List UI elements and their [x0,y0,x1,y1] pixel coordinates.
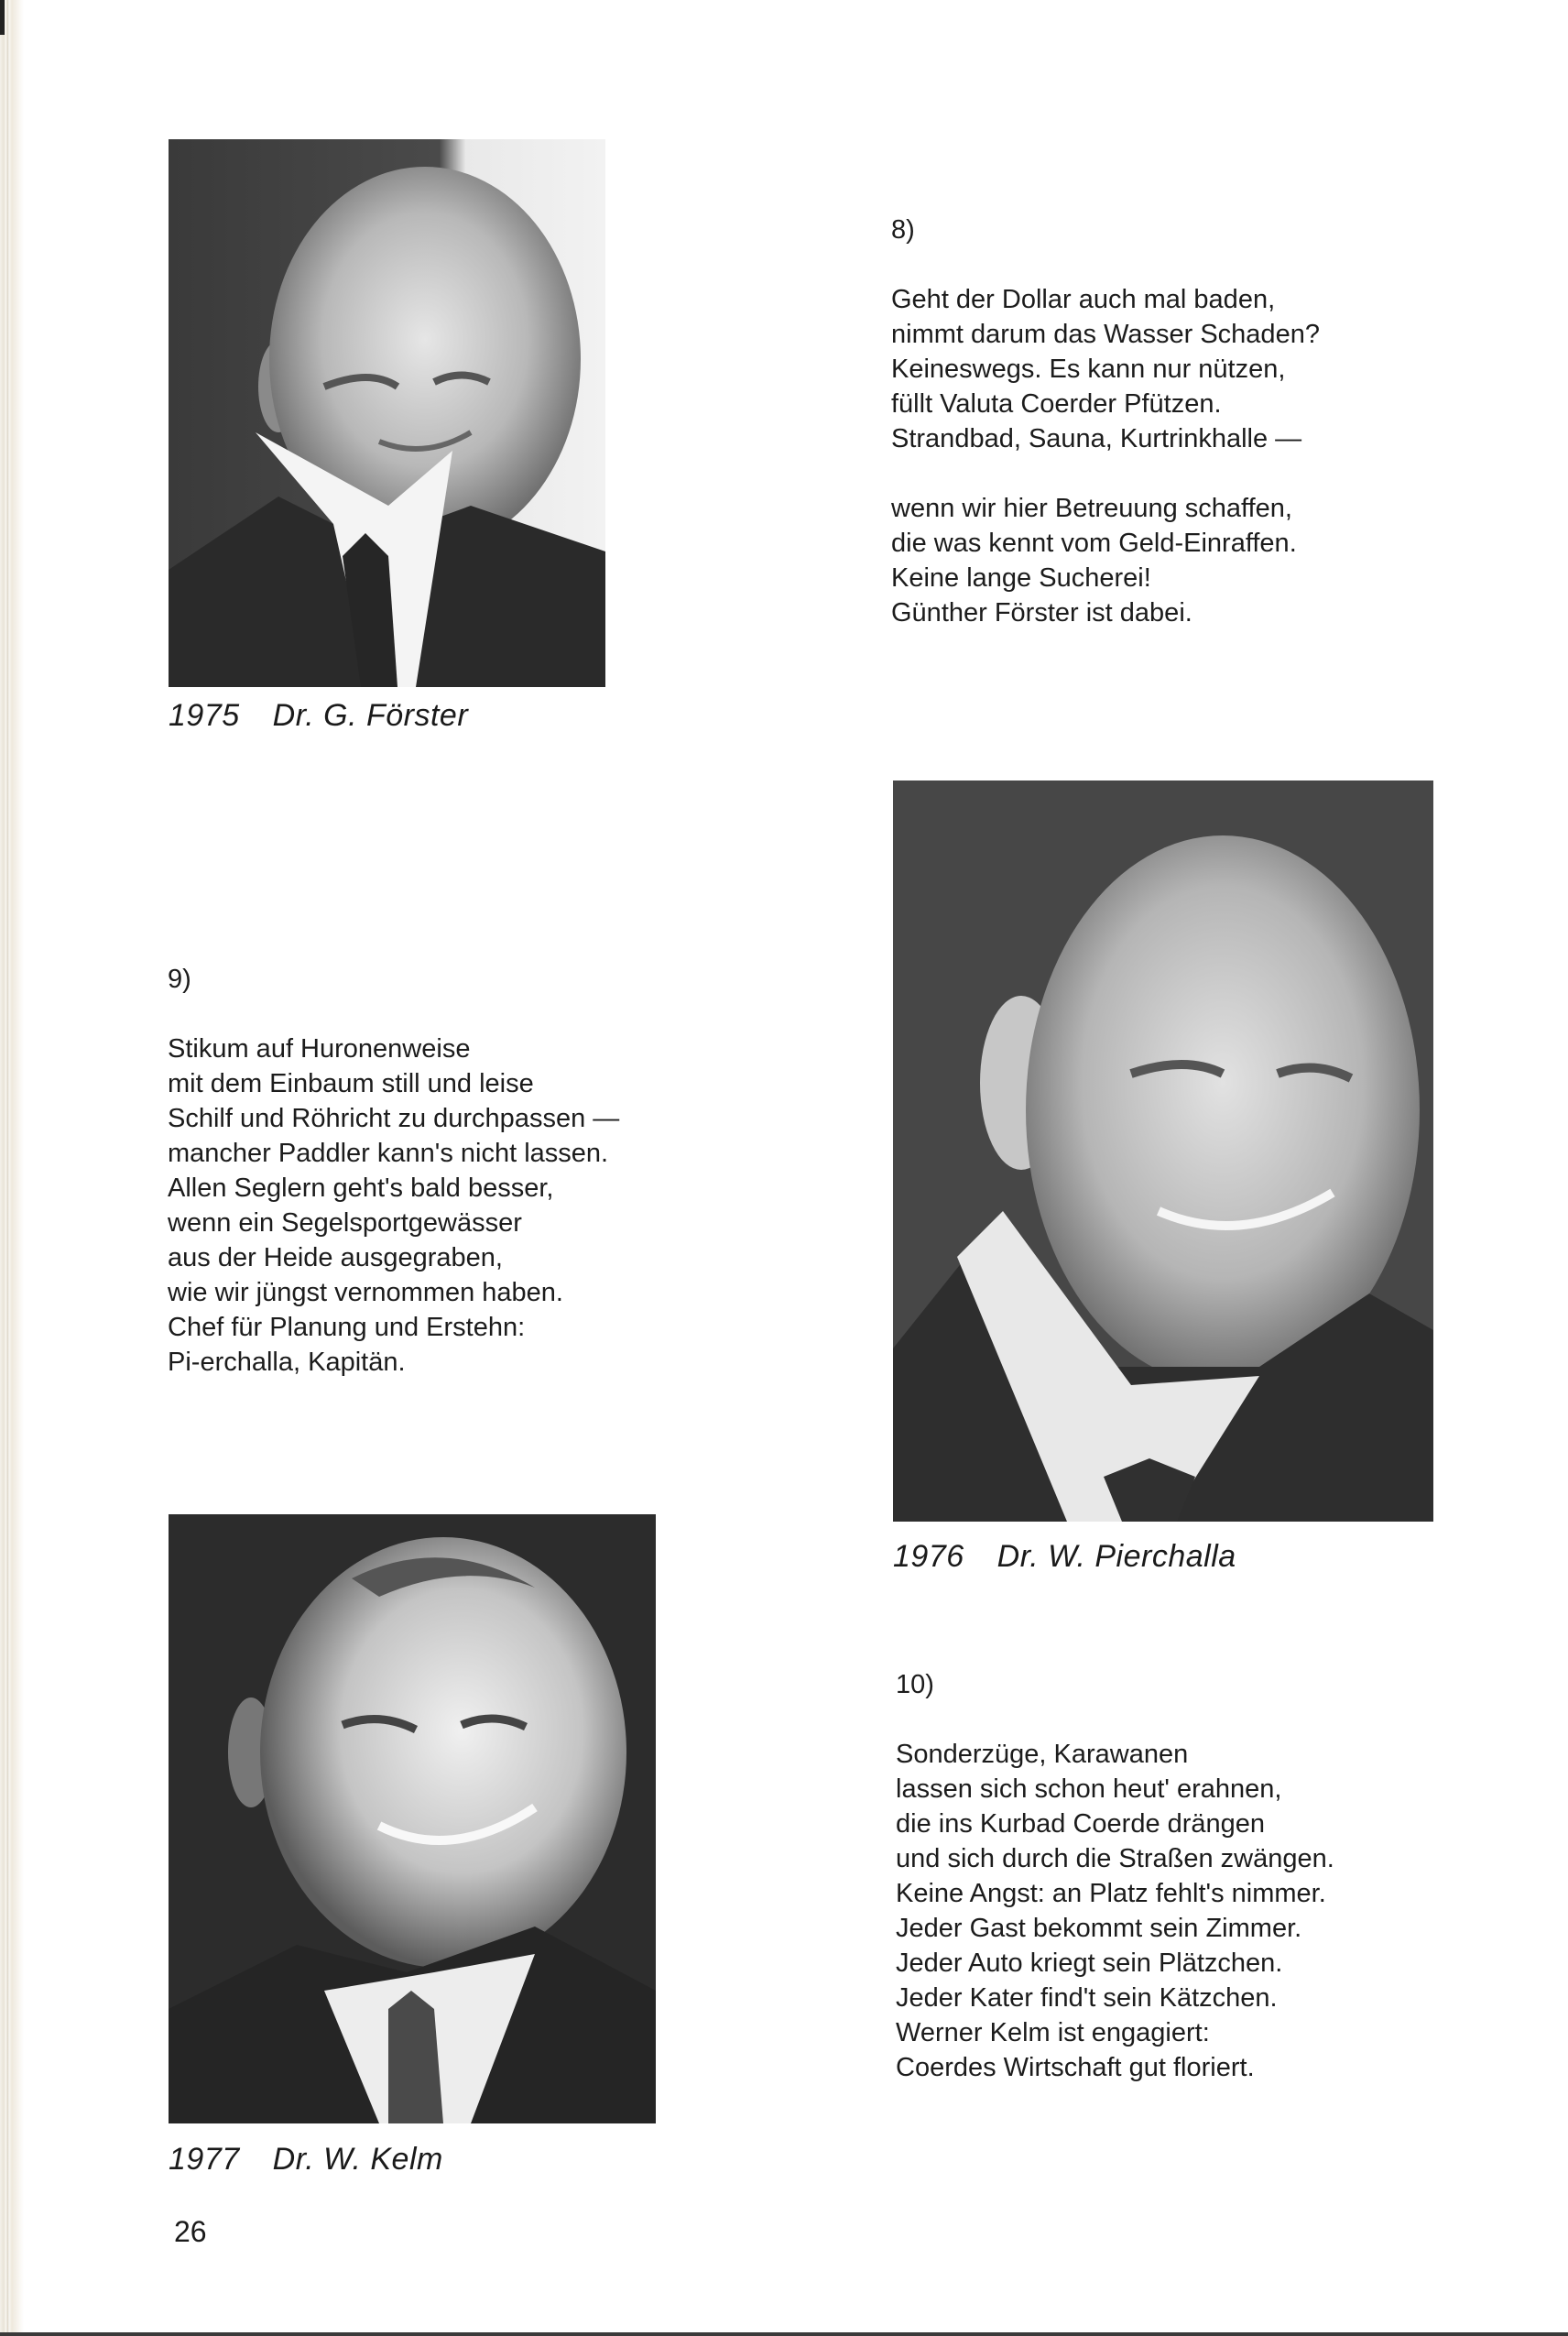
poem-line: wenn ein Segelsportgewässer [168,1208,522,1238]
portrait-photo-foerster [169,139,605,687]
poem-line: Jeder Kater find't sein Kätzchen. [896,1983,1278,2013]
poem-line: wie wir jüngst vernommen haben. [168,1278,563,1307]
caption-name: Dr. W. Kelm [272,2142,443,2177]
portrait-caption [169,2142,443,2178]
caption-year: 1977 [169,2142,240,2177]
poem-line: Coerdes Wirtschaft gut floriert. [896,2053,1255,2082]
poem-number: 9) [168,965,191,994]
poem-line: mancher Paddler kann's nicht lassen. [168,1139,609,1168]
page-number: 26 [174,2215,207,2248]
poem-line: nimmt darum das Wasser Schaden? [891,320,1320,349]
poem-10 [896,1667,1334,2085]
portrait-caption [893,1539,1236,1575]
poem-line: Stikum auf Huronenweise [168,1034,471,1064]
poem-line: Jeder Auto kriegt sein Plätzchen. [896,1948,1283,1978]
poem-line: Geht der Dollar auch mal baden, [891,285,1276,314]
poem-line: Günther Förster ist dabei. [891,598,1192,628]
poem-line: Keine Angst: an Platz fehlt's nimmer. [896,1879,1326,1908]
poem-number: 8) [891,215,915,245]
poem-number: 10) [896,1670,934,1699]
poem-line: Chef für Planung und Erstehn: [168,1313,526,1342]
caption-year: 1975 [169,698,240,733]
poem-line: und sich durch die Straßen zwängen. [896,1844,1334,1873]
portrait-caption [169,698,468,734]
poem-8 [891,213,1320,630]
poem-line: die was kennt vom Geld-Einraffen. [891,529,1297,558]
poem-line: lassen sich schon heut' erahnen, [896,1774,1282,1804]
stanza-break [891,456,1320,491]
caption-name: Dr. W. Pierchalla [996,1539,1236,1574]
poem-9 [168,962,619,1380]
portrait-photo-kelm [169,1514,656,2123]
poem-line: Keineswegs. Es kann nur nützen, [891,355,1286,384]
edge-mark [0,0,5,35]
poem-line: Pi-erchalla, Kapitän. [168,1348,406,1377]
poem-line: Jeder Gast bekommt sein Zimmer. [896,1914,1302,1943]
caption-year: 1976 [893,1539,964,1574]
poem-line: Keine lange Sucherei! [891,563,1151,593]
poem-line: Sonderzüge, Karawanen [896,1740,1189,1769]
poem-line: Schilf und Röhricht zu durchpassen — [168,1104,620,1133]
page-stack-edge [0,0,24,2336]
poem-line: Allen Seglern geht's bald besser, [168,1173,554,1203]
poem-line: die ins Kurbad Coerde drängen [896,1809,1266,1839]
poem-line: Strandbad, Sauna, Kurtrinkhalle — [891,424,1302,453]
caption-name: Dr. G. Förster [272,698,469,733]
scan-bottom-edge [0,2332,1568,2336]
poem-line: aus der Heide ausgegraben, [168,1243,503,1272]
portrait-photo-pierchalla [893,780,1433,1522]
poem-line: wenn wir hier Betreuung schaffen, [891,494,1292,523]
poem-line: Werner Kelm ist engagiert: [896,2018,1210,2047]
poem-line: füllt Valuta Coerder Pfützen. [891,389,1222,419]
poem-line: mit dem Einbaum still und leise [168,1069,534,1098]
